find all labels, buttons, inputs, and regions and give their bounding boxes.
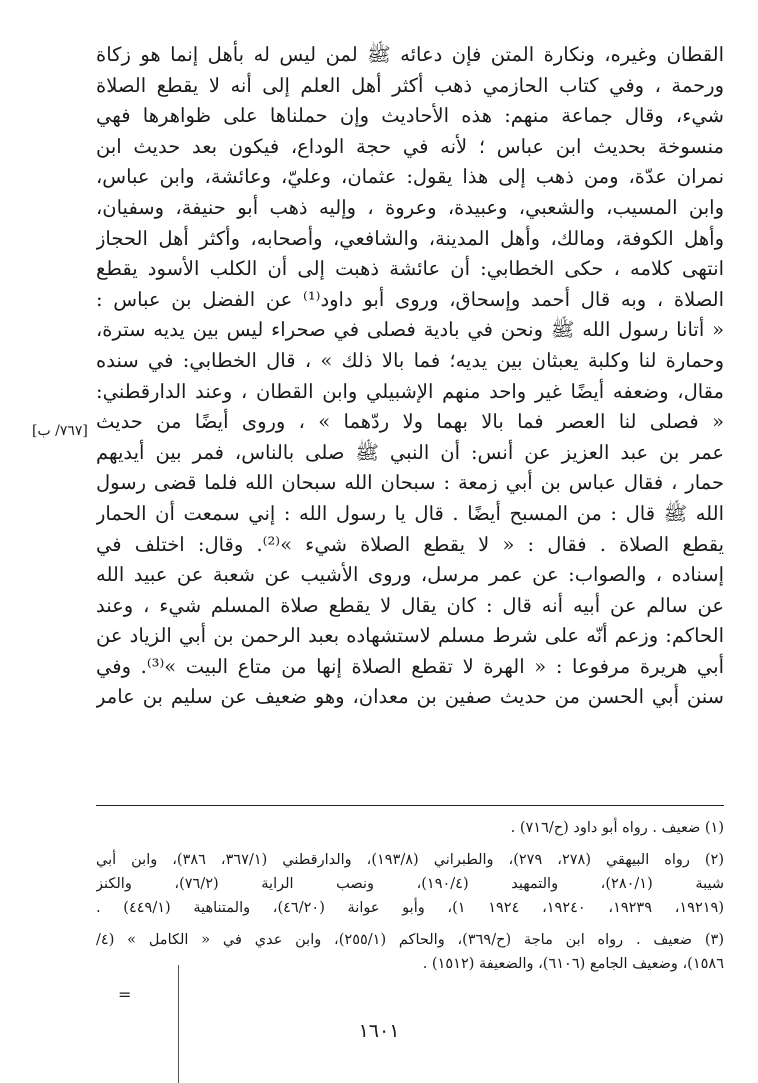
footnote-line: (٣) ضعيف . رواه ابن ماجة (ح/٣٦٩)، والحاكم (٢٥٥/١)، وابن عدي في « الكامل » (٤/ [96,932,724,948]
text-line: عن سالم عن أبيه أنه قال : كان يقال لا يقطع صلاة المسلم شيء ، وعند [96,593,724,617]
page-number: ١٦٠١ [358,1020,400,1042]
continuation-mark: = [118,985,132,1004]
text-line: سنن أبي الحسن من حديث صفين بن معدان، وهو ضعيف عن سليم بن عامر [96,685,724,709]
text-line: وحمارة لنا وكلبة يعبثان بين يديه؛ فما بالا ذلك » ، قال الخطابي: في سنده [96,348,724,372]
text-line: منسوخة بحديث ابن عباس ؛ لأنه في حجة الوداع، فيكون بعد حديث ابن [96,134,724,158]
manuscript-folio-note: [٧٦٧/ ب] [32,423,88,439]
text-line: يقطع الصلاة . فقال : « لا يقطع الصلاة شيء »⁽²⁾. وقال: اختلف في [96,532,724,556]
text-line: الله ﷺ قال : من المسبح أيضًا . قال يا رسول الله : إني سمعت أن الحمار [96,501,724,525]
text-line: القطان وغيره، ونكارة المتن فإن دعائه ﷺ لمن ليس له بأهل إنما هو زكاة [96,43,724,66]
text-line: انتهى كلامه ، حكى الخطابي: أن عائشة ذهبت إلى أن الكلب الأسود يقطع [96,257,724,281]
text-line: عمر بن عبد العزيز عن أنس: أن النبي ﷺ صلى بالناس، فمر بين أيديهم [96,440,724,464]
footnote-2 [96,848,724,920]
footnote-line: شيبة (٢٨٠/١)، والتمهيد (١٩٠/٤)، ونصب الراية (٧٦/٢)، والكنز [96,876,724,892]
text-line: إسناده ، والصواب: عن عمر مرسل، وروى الأشيب عن شعبة عن عبيد الله [96,563,724,587]
text-line: حمار ، فقال عباس بن أبي زمعة : سبحان الله سبحان الله فلما قضى رسول [96,471,724,495]
text-line: « فصلى لنا العصر فما بالا بهما ولا ردّهما » ، وروى أيضًا من حديث [96,410,724,434]
text-line: الحاكم: وزعم أنّه على شرط مسلم لاستشهاده بعبد الرحمن بن أبي الزياد عن [96,624,724,648]
footnote-3 [96,928,724,976]
footnote-line: (١) ضعيف . رواه أبو داود (ح/٧١٦) . [510,820,724,836]
text-line: نمران عدّة، ومن ذهب إلى هذا يقول: عثمان، وعليّ، وعائشة، وابن عباس، [96,165,724,189]
footnotes [96,816,724,984]
text-line: وأهل الكوفة، ومالك، وأهل المدينة، والشافعي، وأصحابه، وأكثر أهل الحجاز [96,226,724,250]
footnote-line: ١٥٨٦)، وضعيف الجامع (٦١٠٦)، والضعيفة (١٥١٢) . [422,956,724,972]
text-line: شيء، وقال جماعة منهم: هذه الأحاديث وإن حملناها على ظواهرها فهي [96,104,724,128]
text-line: « أتانا رسول الله ﷺ ونحن في بادية فصلى في صحراء ليس بين يديه سترة، [96,318,724,342]
footnote-line: (١٩٢١٩، ١٩٢٣٩، ١٩٢٤٠، ١٩٢٤ ١)، وأبو عوانة (٤٦/٢٠)، والمتناهية (٤٤٩/١) . [96,900,724,916]
text-line: الصلاة ، وبه قال أحمد وإسحاق، وروى أبو داود⁽¹⁾ عن الفضل بن عباس : [96,287,724,311]
main-text [96,40,724,713]
text-line: وابن المسيب، والشعبي، وعبيدة، وعروة ، وإليه ذهب أبو حنيفة، وسفيان، [96,195,724,219]
footnote-divider [96,805,724,806]
footnote-line: (٢) رواه البيهقي (٢٧٨، ٢٧٩)، والطبراني (١٩٣/٨)، والدارقطني (٣٦٧/١، ٣٨٦)، وابن أبي [96,852,724,868]
text-line: ورحمة ، وفي كتاب الحازمي ذهب أكثر أهل العلم إلى أنه لا يقطع الصلاة [96,73,724,97]
text-line: مقال، وضعفه أيضًا غير واحد منهم الإشبيلي وابن القطان ، وعند الدارقطني: [96,379,724,403]
footnote-1 [96,816,724,840]
text-line: أبي هريرة مرفوعا : « الهرة لا تقطع الصلاة إنها من متاع البيت »⁽³⁾. وفي [96,654,724,678]
